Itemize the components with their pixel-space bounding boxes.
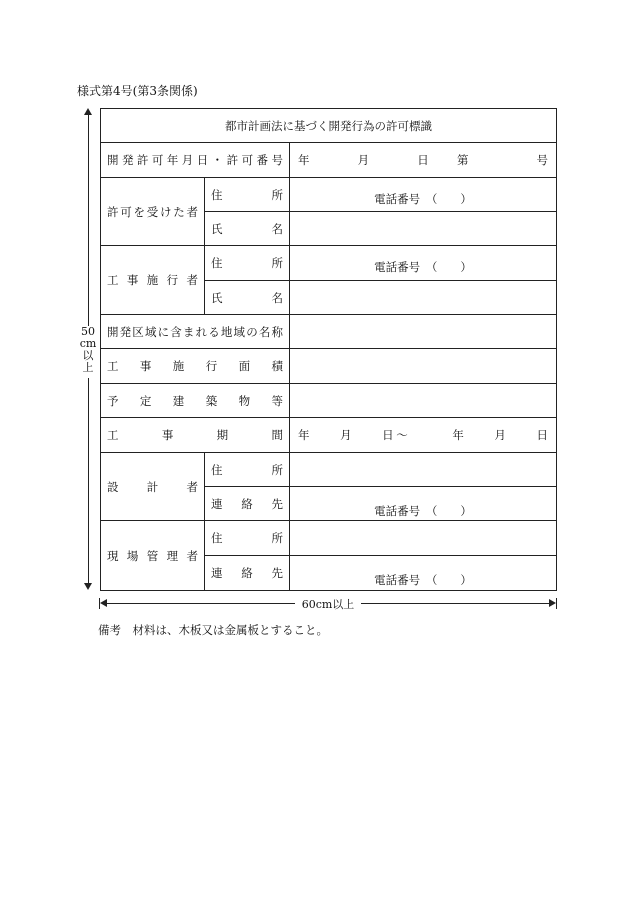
arrow-right-icon	[549, 599, 556, 607]
permittee-label: 許可を受けた者	[101, 178, 205, 246]
period-value: 年 月 日～ 年 月 日	[290, 418, 557, 453]
contractor-address-label: 住 所	[205, 246, 290, 281]
permit-date-value: 年 月 日 第 号	[290, 143, 557, 178]
arrow-down-icon	[84, 583, 92, 590]
site-manager-address-value	[290, 521, 557, 556]
height-dimension	[80, 108, 96, 590]
contractor-label: 工事施行者	[101, 246, 205, 315]
site-manager-label: 現場管理者	[101, 521, 205, 591]
period-label: 工事期間	[101, 418, 290, 453]
permittee-name-label: 氏 名	[205, 212, 290, 246]
contractor-phone: 電話番号 （ ）	[290, 246, 557, 281]
site-manager-contact-label: 連絡先	[205, 556, 290, 591]
width-dimension-label: 60cm以上	[295, 596, 361, 612]
contractor-name-value	[290, 281, 557, 315]
height-dimension-label: 50 cm 以 上	[79, 325, 97, 374]
width-dimension	[99, 597, 557, 609]
designer-contact-label: 連絡先	[205, 487, 290, 521]
planned-building-label: 予定建築物等	[101, 384, 290, 418]
planned-building-value	[290, 384, 557, 418]
construction-area-label: 工事施行面積	[101, 349, 290, 384]
area-name-value	[290, 315, 557, 349]
designer-address-label: 住 所	[205, 453, 290, 487]
permittee-phone: 電話番号 （ ）	[290, 178, 557, 212]
sign-title: 都市計画法に基づく開発行為の許可標識	[101, 109, 557, 143]
designer-label: 設計者	[101, 453, 205, 521]
permittee-name-value	[290, 212, 557, 246]
designer-address-value	[290, 453, 557, 487]
designer-phone: 電話番号 （ ）	[290, 487, 557, 521]
construction-area-value	[290, 349, 557, 384]
form-number-label: 様式第4号(第3条関係)	[77, 84, 198, 98]
remarks-note: 備考 材料は、木板又は金属板とすること。	[98, 623, 328, 637]
permit-sign-table	[100, 108, 557, 591]
permit-date-label: 開発許可年月日・許可番号	[101, 143, 290, 178]
site-manager-phone: 電話番号 （ ）	[290, 556, 557, 591]
site-manager-address-label: 住 所	[205, 521, 290, 556]
contractor-name-label: 氏 名	[205, 281, 290, 315]
area-name-label: 開発区域に含まれる地域の名称	[101, 315, 290, 349]
permittee-address-label: 住 所	[205, 178, 290, 212]
